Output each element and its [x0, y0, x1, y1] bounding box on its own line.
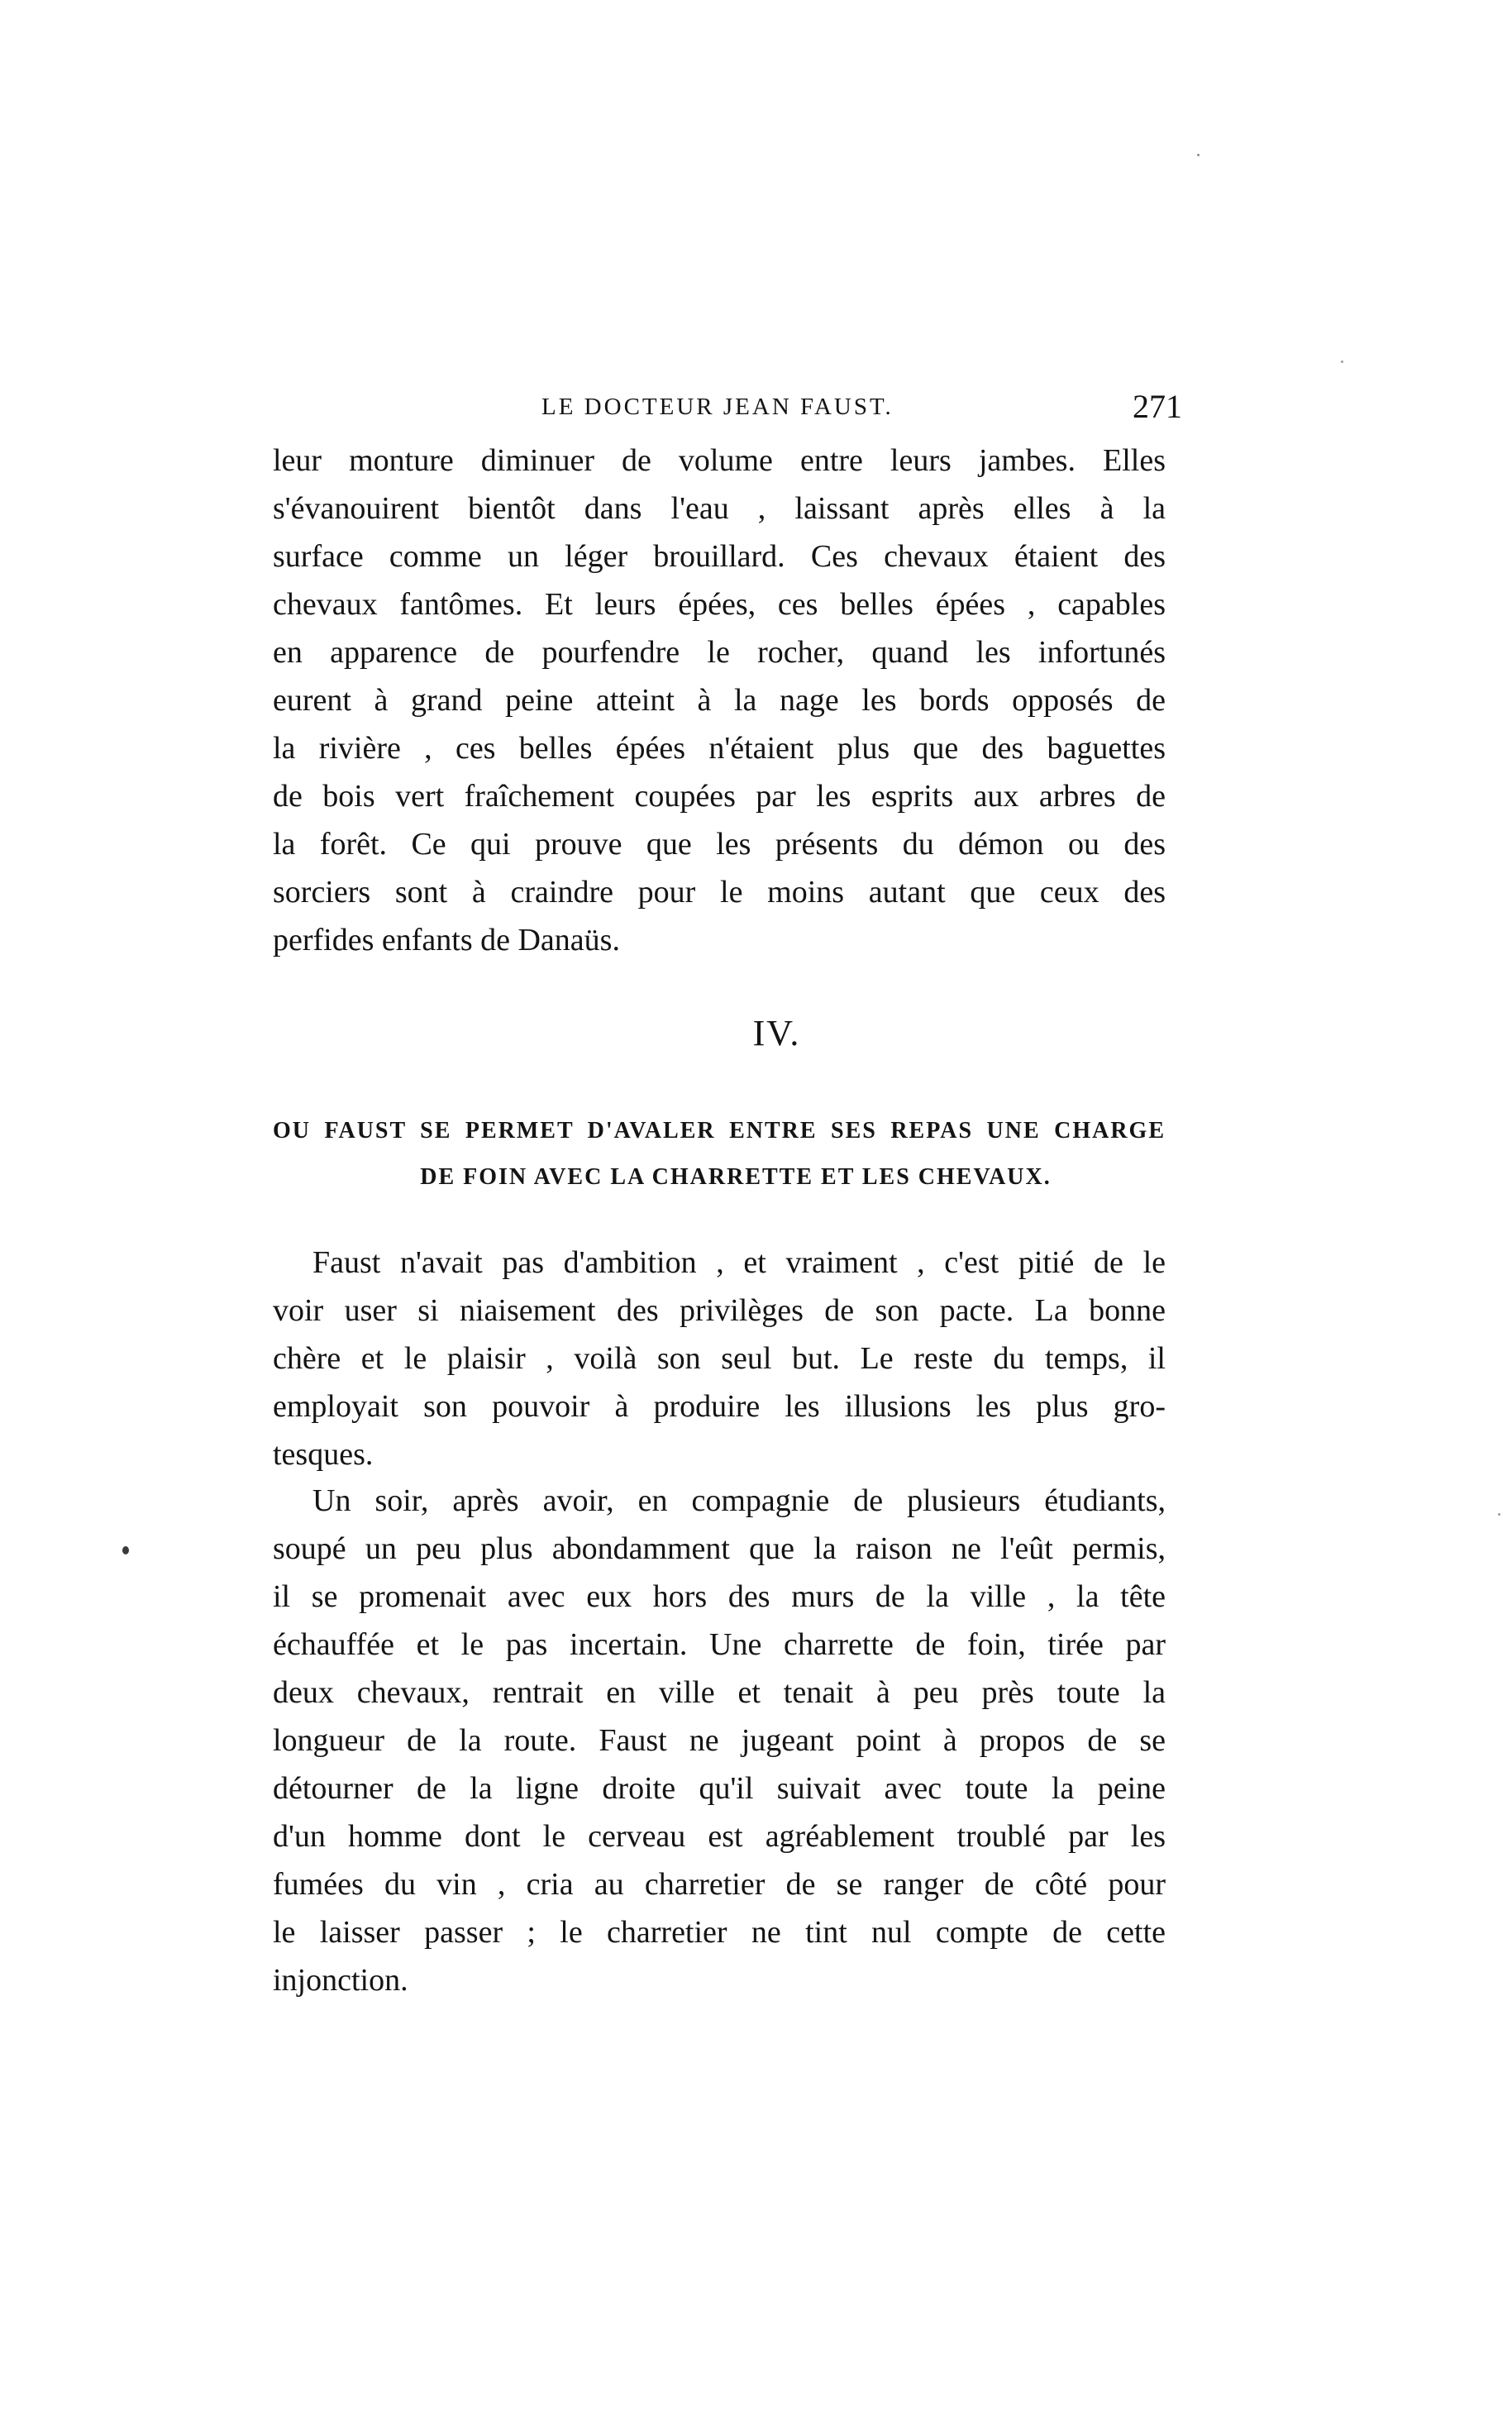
text-line: en apparence de pourfendre le rocher, quand les infortunés — [273, 635, 1166, 670]
running-title: LE DOCTEUR JEAN FAUST. — [541, 394, 894, 420]
ink-spot — [122, 1546, 129, 1554]
heading-line: DE FOIN AVEC LA CHARRETTE ET LES CHEVAUX. — [420, 1164, 1052, 1190]
text-line: employait son pouvoir à produire les illusions les plus gro- — [273, 1389, 1166, 1424]
text-line: leur monture diminuer de volume entre leurs jambes. Elles — [273, 443, 1166, 478]
text-line: le laisser passer ; le charretier ne tint nul compte de cette — [273, 1915, 1166, 1950]
text-line: Un soir, après avoir, en compagnie de plusieurs étudiants, — [312, 1483, 1166, 1518]
text-line: échauffée et le pas incertain. Une charrette de foin, tirée par — [273, 1627, 1166, 1662]
text-line: détourner de la ligne droite qu'il suivait avec toute la peine — [273, 1771, 1166, 1806]
text-line: fumées du vin , cria au charretier de se ranger de côté pour — [273, 1867, 1166, 1902]
text-line: de bois vert fraîchement coupées par les esprits aux arbres de — [273, 779, 1166, 814]
section-heading — [273, 1108, 1166, 1201]
text-line: la forêt. Ce qui prouve que les présents du démon ou des — [273, 827, 1166, 862]
paragraph — [273, 1477, 1166, 2004]
text-line: Faust n'avait pas d'ambition , et vraiment , c'est pitié de le — [312, 1245, 1166, 1280]
page-number: 271 — [1133, 388, 1182, 425]
paragraph — [273, 1239, 1166, 1478]
paper-speck — [1498, 1513, 1500, 1516]
text-line: tesques. — [273, 1437, 374, 1472]
section-number: IV. — [752, 1013, 801, 1053]
text-line: surface comme un léger brouillard. Ces chevaux étaient des — [273, 539, 1166, 574]
text-line: s'évanouirent bientôt dans l'eau , laissant après elles à la — [273, 491, 1166, 526]
text-line: la rivière , ces belles épées n'étaient plus que des baguettes — [273, 731, 1166, 766]
heading-line: OU FAUST SE PERMET D'AVALER ENTRE SES REPAS UNE CHARGE — [273, 1118, 1166, 1144]
text-line: eurent à grand peine atteint à la nage les bords opposés de — [273, 683, 1166, 718]
paragraph-continuation — [273, 437, 1166, 964]
paper-speck — [1341, 361, 1343, 363]
text-line: perfides enfants de Danaüs. — [273, 923, 620, 957]
paper-speck — [1197, 154, 1200, 156]
text-line: d'un homme dont le cerveau est agréablement troublé par les — [273, 1819, 1166, 1854]
text-line: deux chevaux, rentrait en ville et tenait à peu près toute la — [273, 1675, 1166, 1710]
text-line: injonction. — [273, 1963, 408, 1998]
text-line: longueur de la route. Faust ne jugeant point à propos de se — [273, 1723, 1166, 1758]
text-line: chère et le plaisir , voilà son seul but. Le reste du temps, il — [273, 1341, 1166, 1376]
text-line: il se promenait avec eux hors des murs de la ville , la tête — [273, 1579, 1166, 1614]
text-line: soupé un peu plus abondamment que la raison ne l'eût permis, — [273, 1531, 1166, 1566]
running-head — [273, 387, 1182, 427]
text-line: chevaux fantômes. Et leurs épées, ces belles épées , capables — [273, 587, 1166, 622]
text-line: sorciers sont à craindre pour le moins autant que ceux des — [273, 875, 1166, 910]
text-line: voir user si niaisement des privilèges de son pacte. La bonne — [273, 1293, 1166, 1328]
